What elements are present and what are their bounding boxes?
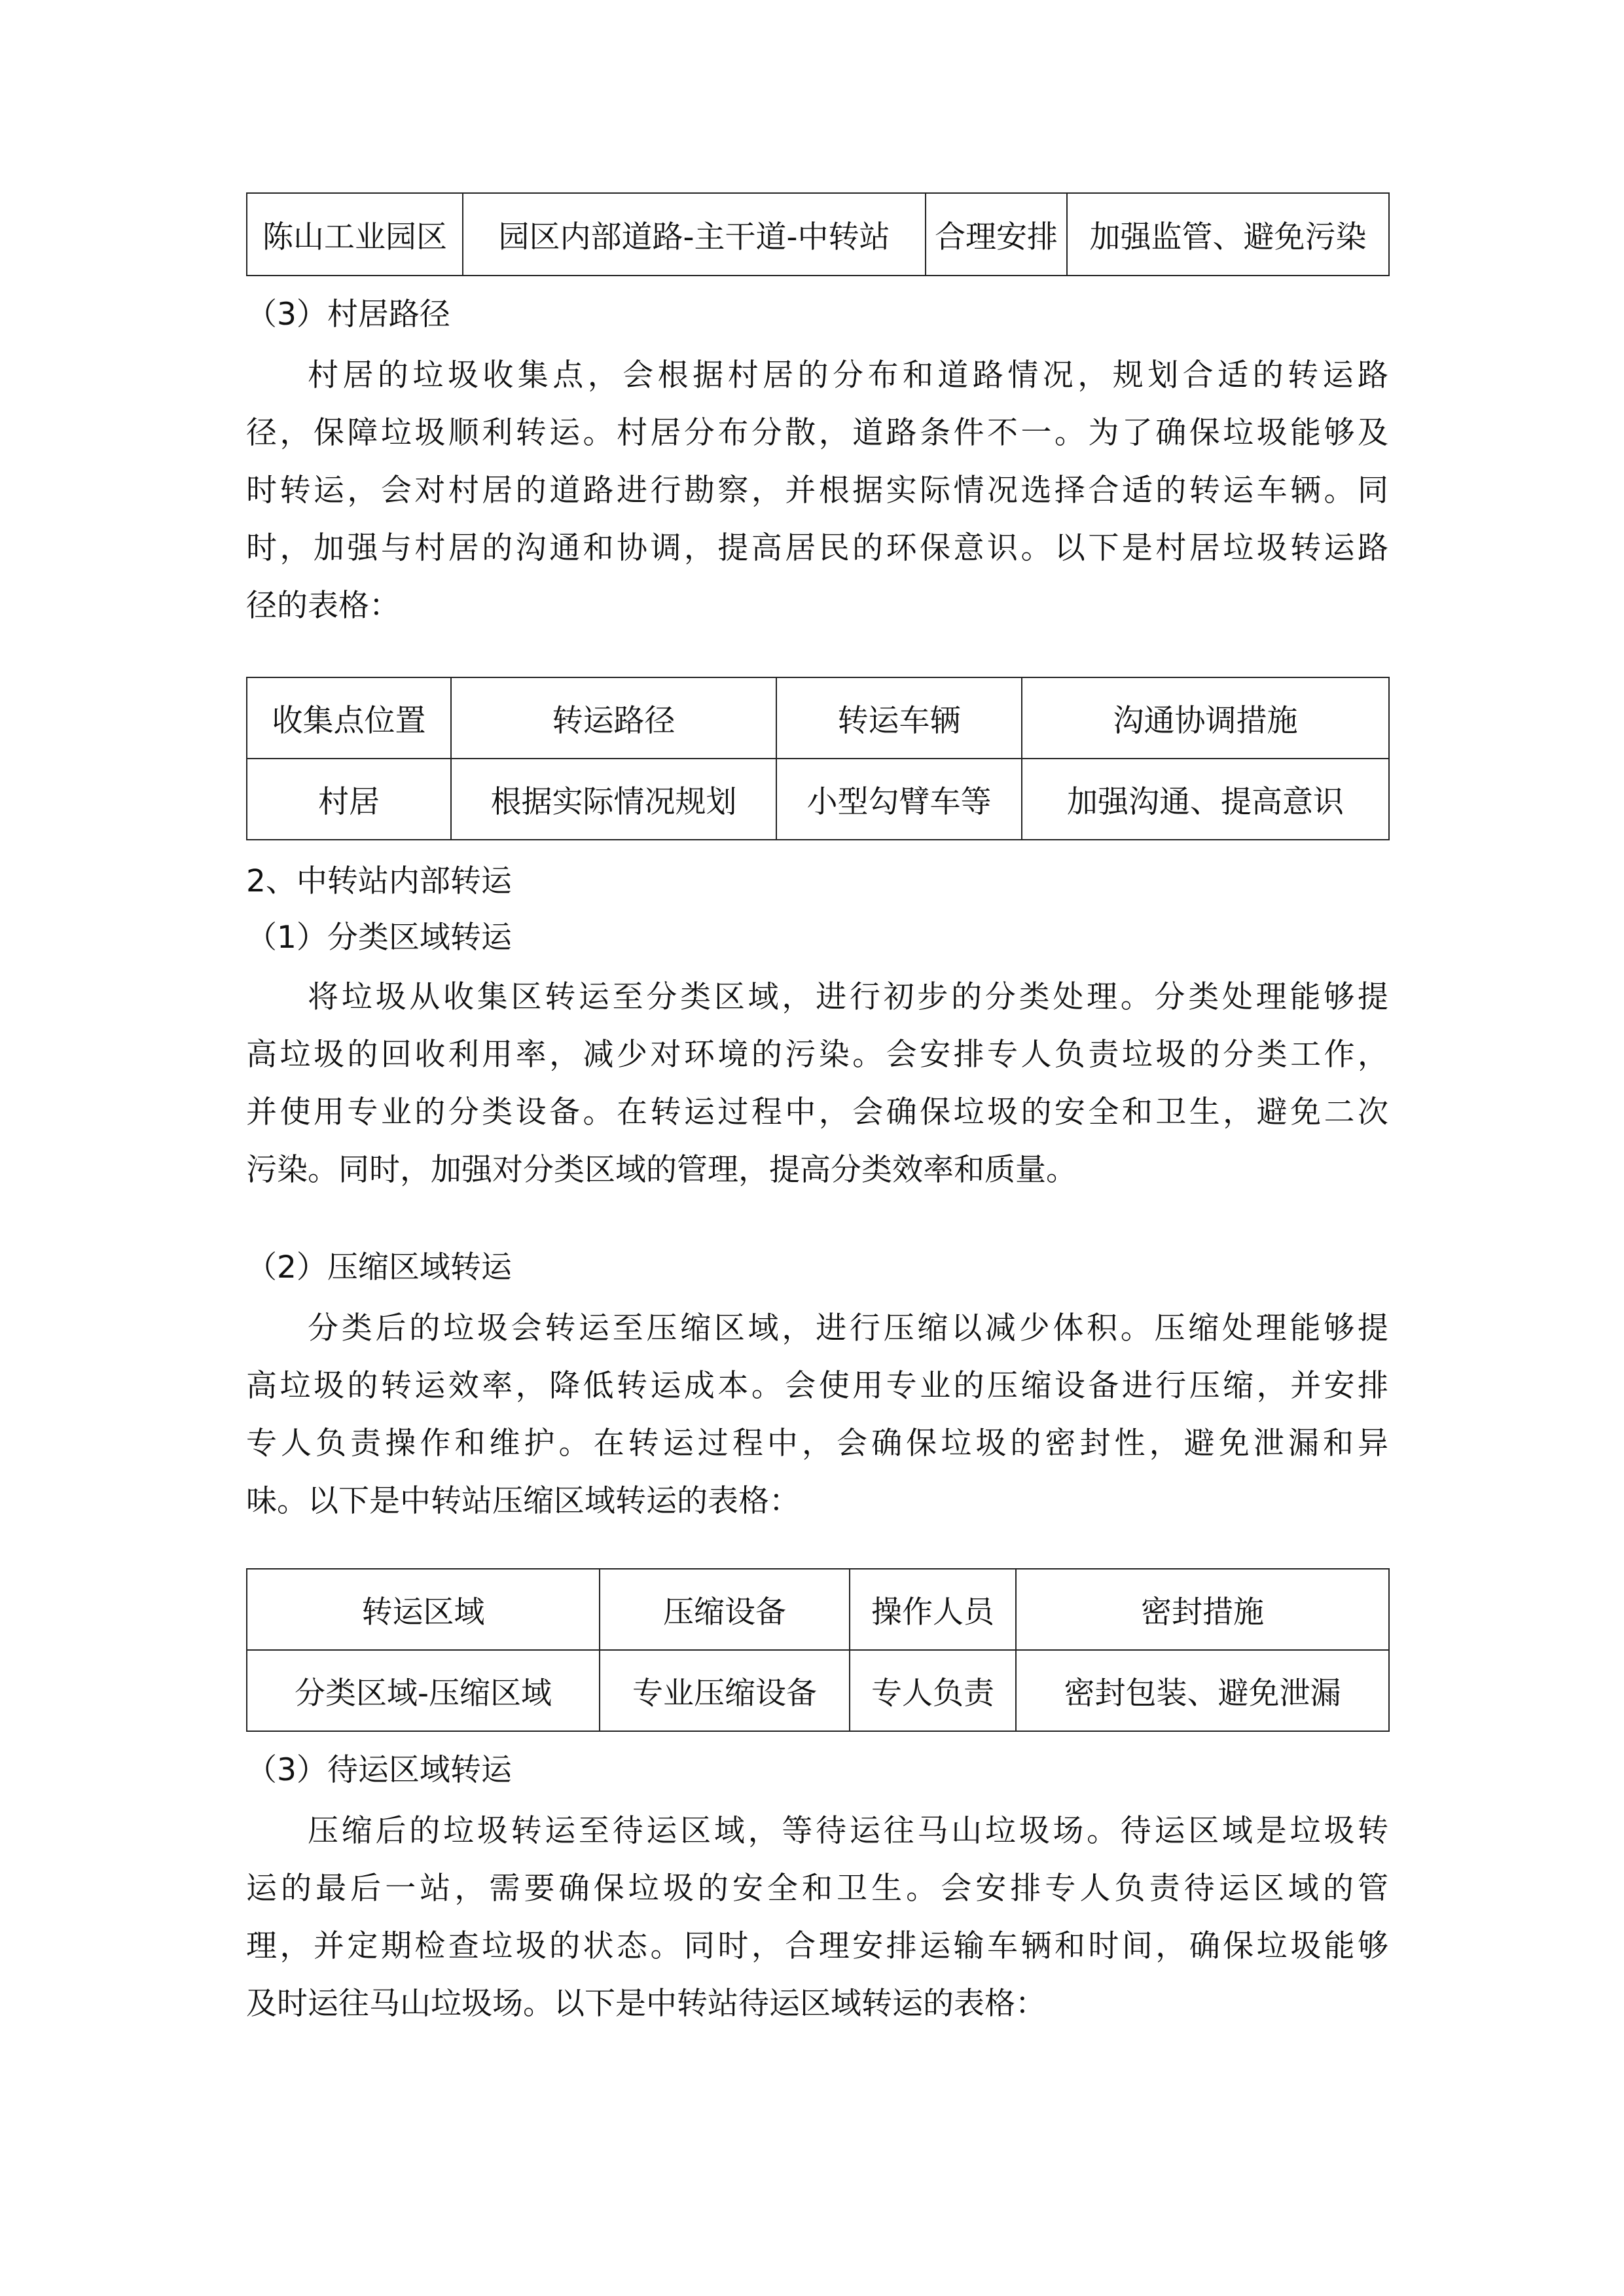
section-heading-village-route: （3）村居路径: [246, 296, 450, 332]
table-header-cell: 密封措施: [1016, 1569, 1389, 1650]
paragraph-line: 及时运往马山垃圾场。以下是中转站待运区域转运的表格：: [246, 1986, 1046, 2022]
route-table-industrial-park: [246, 192, 1390, 276]
paragraph-sorting-area: [246, 969, 1388, 1199]
table-cell: 合理安排: [926, 193, 1067, 276]
paragraph-line: 径的表格：: [246, 588, 400, 624]
section-heading-transfer-station: 2、中转站内部转运: [246, 863, 512, 899]
paragraph-line: 并使用专业的分类设备。在转运过程中，会确保垃圾的安全和卫生，避免二次: [246, 1094, 1388, 1130]
section-heading-compression-area: （2）压缩区域转运: [246, 1249, 512, 1285]
table-cell: 专业压缩设备: [600, 1650, 850, 1731]
paragraph-line: 高垃圾的回收利用率，减少对环境的污染。会安排专人负责垃圾的分类工作，: [246, 1037, 1388, 1073]
table-cell: 小型勾臂车等: [776, 759, 1022, 840]
table-cell: 加强沟通、提高意识: [1022, 759, 1389, 840]
paragraph-line: 压缩后的垃圾转运至待运区域，等待运往马山垃圾场。待运区域是垃圾转: [308, 1813, 1388, 1849]
paragraph-line: 味。以下是中转站压缩区域转运的表格：: [246, 1483, 800, 1519]
table-header-cell: 收集点位置: [247, 677, 451, 759]
table-header-cell: 沟通协调措施: [1022, 677, 1389, 759]
section-heading-waiting-area: （3）待运区域转运: [246, 1752, 512, 1788]
paragraph-line: 高垃圾的转运效率，降低转运成本。会使用专业的压缩设备进行压缩，并安排: [246, 1368, 1388, 1404]
table-header-row: [247, 1569, 1389, 1650]
table-cell: 根据实际情况规划: [451, 759, 776, 840]
compression-area-table: [246, 1568, 1390, 1732]
table-header-cell: 操作人员: [850, 1569, 1016, 1650]
table-row: [247, 759, 1389, 840]
paragraph-line: 专人负责操作和维护。在转运过程中，会确保垃圾的密封性，避免泄漏和异: [246, 1426, 1388, 1462]
paragraph-line: 将垃圾从收集区转运至分类区域，进行初步的分类处理。分类处理能够提: [308, 979, 1388, 1015]
table-header-row: [247, 677, 1389, 759]
paragraph-line: 时，加强与村居的沟通和协调，提高居民的环保意识。以下是村居垃圾转运路: [246, 530, 1388, 566]
table-cell: 专人负责: [850, 1650, 1016, 1731]
section-heading-sorting-area: （1）分类区域转运: [246, 920, 512, 956]
paragraph-line: 村居的垃圾收集点，会根据村居的分布和道路情况，规划合适的转运路: [308, 357, 1388, 393]
table-cell: 密封包装、避免泄漏: [1016, 1650, 1389, 1731]
paragraph-line: 径，保障垃圾顺利转运。村居分布分散，道路条件不一。为了确保垃圾能够及: [246, 415, 1388, 451]
table-row: [247, 193, 1389, 276]
table-header-cell: 转运路径: [451, 677, 776, 759]
paragraph-line: 时转运，会对村居的道路进行勘察，并根据实际情况选择合适的转运车辆。同: [246, 473, 1388, 509]
table-header-cell: 压缩设备: [600, 1569, 850, 1650]
table-row: [247, 1650, 1389, 1731]
table-cell: 分类区域-压缩区域: [247, 1650, 600, 1731]
table-header-cell: 转运区域: [247, 1569, 600, 1650]
table-cell: 陈山工业园区: [247, 193, 463, 276]
village-route-table: [246, 677, 1390, 840]
paragraph-village-route: [246, 347, 1388, 635]
paragraph-compression-area: [246, 1300, 1388, 1530]
table-header-cell: 转运车辆: [776, 677, 1022, 759]
paragraph-line: 污染。同时，加强对分类区域的管理，提高分类效率和质量。: [246, 1152, 1077, 1188]
paragraph-line: 分类后的垃圾会转运至压缩区域，进行压缩以减少体积。压缩处理能够提: [308, 1310, 1388, 1346]
paragraph-line: 理，并定期检查垃圾的状态。同时，合理安排运输车辆和时间，确保垃圾能够: [246, 1928, 1388, 1964]
paragraph-waiting-area: [246, 1803, 1388, 2033]
table-cell: 园区内部道路-主干道-中转站: [463, 193, 926, 276]
table-cell: 加强监管、避免污染: [1067, 193, 1389, 276]
table-cell: 村居: [247, 759, 451, 840]
paragraph-line: 运的最后一站，需要确保垃圾的安全和卫生。会安排专人负责待运区域的管: [246, 1871, 1388, 1907]
